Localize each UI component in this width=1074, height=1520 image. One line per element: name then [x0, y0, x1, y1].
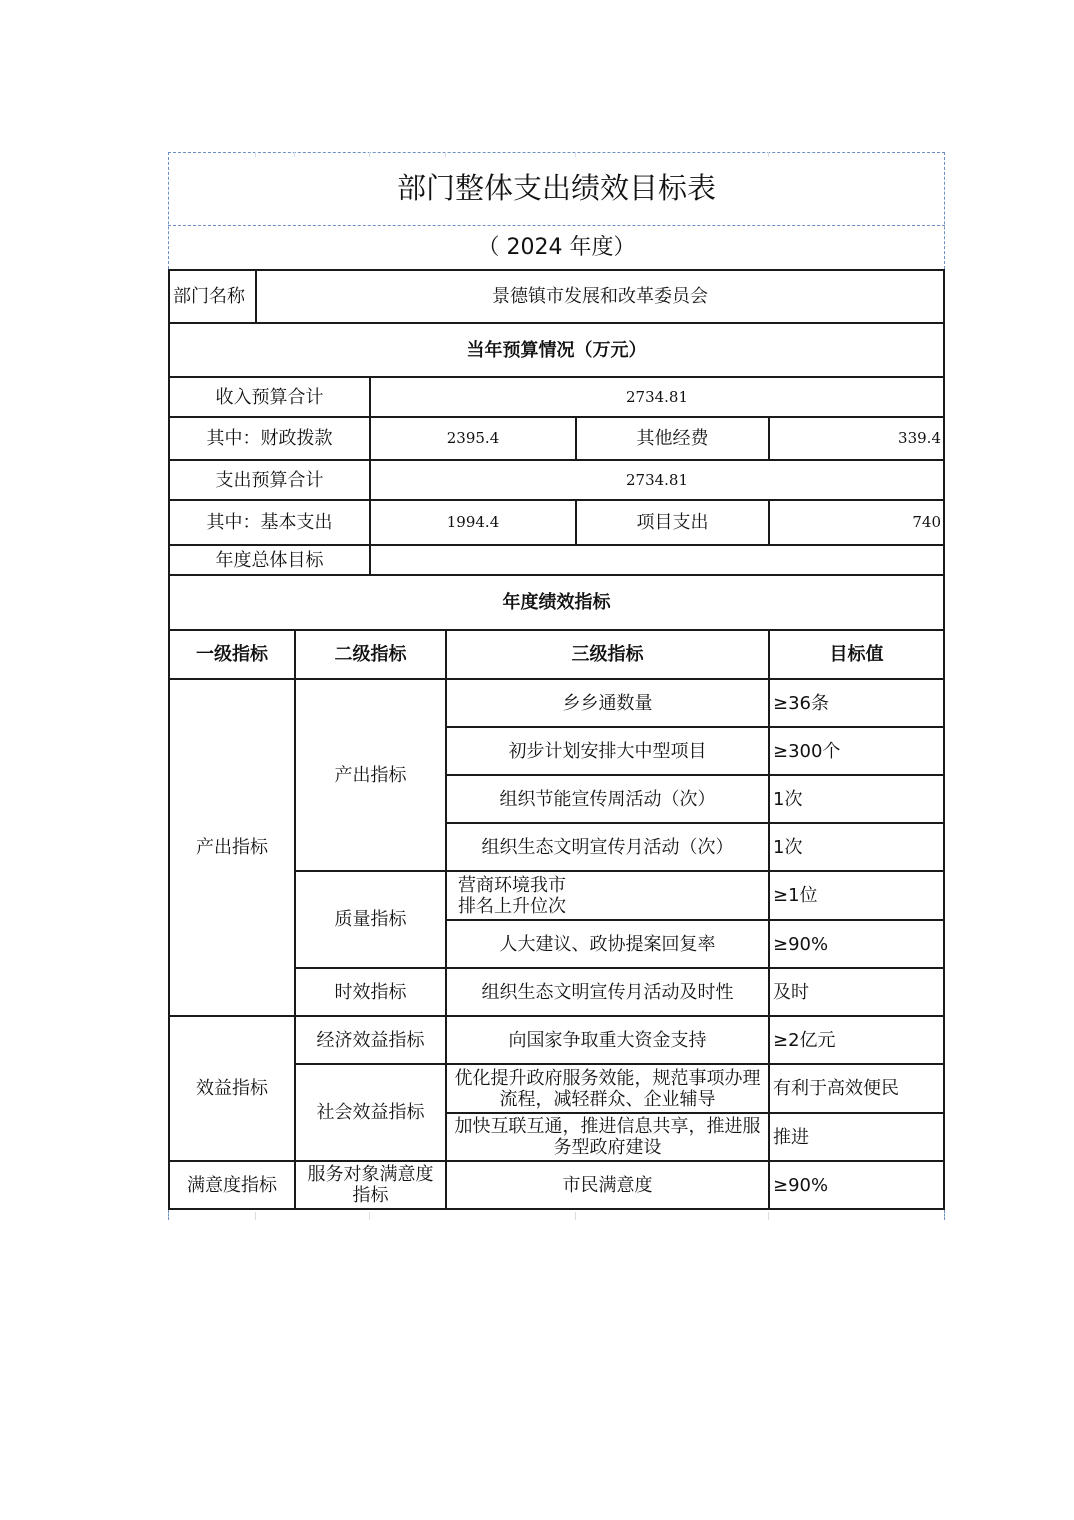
page-title: 部门整体支出绩效目标表 — [396, 171, 716, 205]
income-total-value: 2734.81 — [625, 387, 689, 406]
col-tick — [255, 1212, 256, 1220]
indicator-row-4: 组织生态文明宣传月活动（次） — [481, 836, 734, 858]
indicator-row-11: 市民满意度 — [562, 1174, 653, 1196]
performance-target-sheet — [168, 152, 945, 1220]
annual-goal-value — [371, 546, 943, 574]
annual-goal-label: 年度总体目标 — [215, 549, 324, 571]
basic-expense-value: 1994.4 — [446, 513, 500, 531]
other-funds-value: 339.4 — [898, 429, 941, 447]
indicator-row-5: 营商环境我市排名上升位次 — [458, 874, 566, 917]
fiscal-value: 2395.4 — [446, 429, 500, 447]
indicator-row-9: 优化提升政府服务效能，规范事项办理流程，减轻群众、企业辅导 — [454, 1067, 761, 1110]
sheet-right-border-bottom — [944, 1210, 945, 1220]
target-row-6: ≥90% — [773, 933, 829, 955]
indicator-row-10: 加快互联互通，推进信息共享，推进服务型政府建设 — [454, 1116, 761, 1158]
indicator-row-3: 组织节能宣传周活动（次） — [499, 788, 716, 810]
project-expense-label: 项目支出 — [636, 512, 709, 533]
basic-expense-label: 其中：基本支出 — [206, 512, 333, 533]
fiscal-label: 其中：财政拨款 — [206, 428, 333, 449]
target-row-2: ≥300个 — [773, 740, 841, 762]
target-row-7: 及时 — [773, 981, 809, 1003]
indicator-row-8: 向国家争取重大资金支持 — [508, 1029, 707, 1051]
target-row-4: 1次 — [773, 836, 803, 858]
level2-economic: 经济效益指标 — [316, 1029, 425, 1051]
budget-section-title: 当年预算情况（万元） — [466, 339, 647, 361]
level2-social: 社会效益指标 — [316, 1102, 425, 1123]
target-row-11: ≥90% — [773, 1174, 829, 1196]
level2-output: 产出指标 — [334, 764, 407, 786]
header-level1: 一级指标 — [196, 644, 268, 665]
col-tick — [575, 1212, 576, 1220]
indicator-row-2: 初步计划安排大中型项目 — [508, 740, 707, 762]
indicator-row-1: 乡乡通数量 — [562, 692, 653, 714]
indicator-row-6: 人大建议、政协提案回复率 — [499, 933, 716, 955]
income-total-label: 收入预算合计 — [215, 386, 324, 408]
grid-line — [943, 269, 945, 1210]
target-row-3: 1次 — [773, 788, 803, 810]
other-funds-label: 其他经费 — [636, 428, 709, 449]
header-level3: 三级指标 — [571, 644, 644, 665]
sheet-left-border-bottom — [168, 1210, 169, 1220]
project-expense-value: 740 — [912, 513, 941, 531]
header-level2: 二级指标 — [334, 644, 407, 665]
expense-total-value: 2734.81 — [625, 470, 689, 489]
level1-satisfaction: 满意度指标 — [187, 1174, 277, 1196]
dept-value: 景德镇市发展和改革委员会 — [492, 286, 708, 307]
fiscal-year: （ 2024 年度） — [477, 235, 636, 260]
level1-benefit: 效益指标 — [196, 1078, 268, 1099]
target-row-9: 有利于高效便民 — [773, 1078, 899, 1099]
target-row-1: ≥36条 — [773, 692, 829, 714]
level1-output: 产出指标 — [196, 837, 268, 858]
header-target: 目标值 — [829, 644, 884, 665]
indicator-row-7: 组织生态文明宣传月活动及时性 — [481, 981, 734, 1003]
target-row-10: 推进 — [773, 1126, 809, 1148]
performance-section-title: 年度绩效指标 — [502, 592, 611, 613]
col-tick — [768, 1212, 769, 1220]
level2-quality: 质量指标 — [334, 909, 407, 930]
target-row-8: ≥2亿元 — [773, 1029, 836, 1051]
col-tick — [369, 1212, 370, 1220]
level2-service-satisfaction: 服务对象满意度指标 — [307, 1164, 434, 1206]
level2-timeliness: 时效指标 — [334, 981, 407, 1003]
dept-label: 部门名称 — [173, 286, 245, 307]
expense-total-label: 支出预算合计 — [215, 469, 324, 491]
target-row-5: ≥1位 — [773, 885, 818, 906]
grid-line — [168, 1208, 945, 1210]
